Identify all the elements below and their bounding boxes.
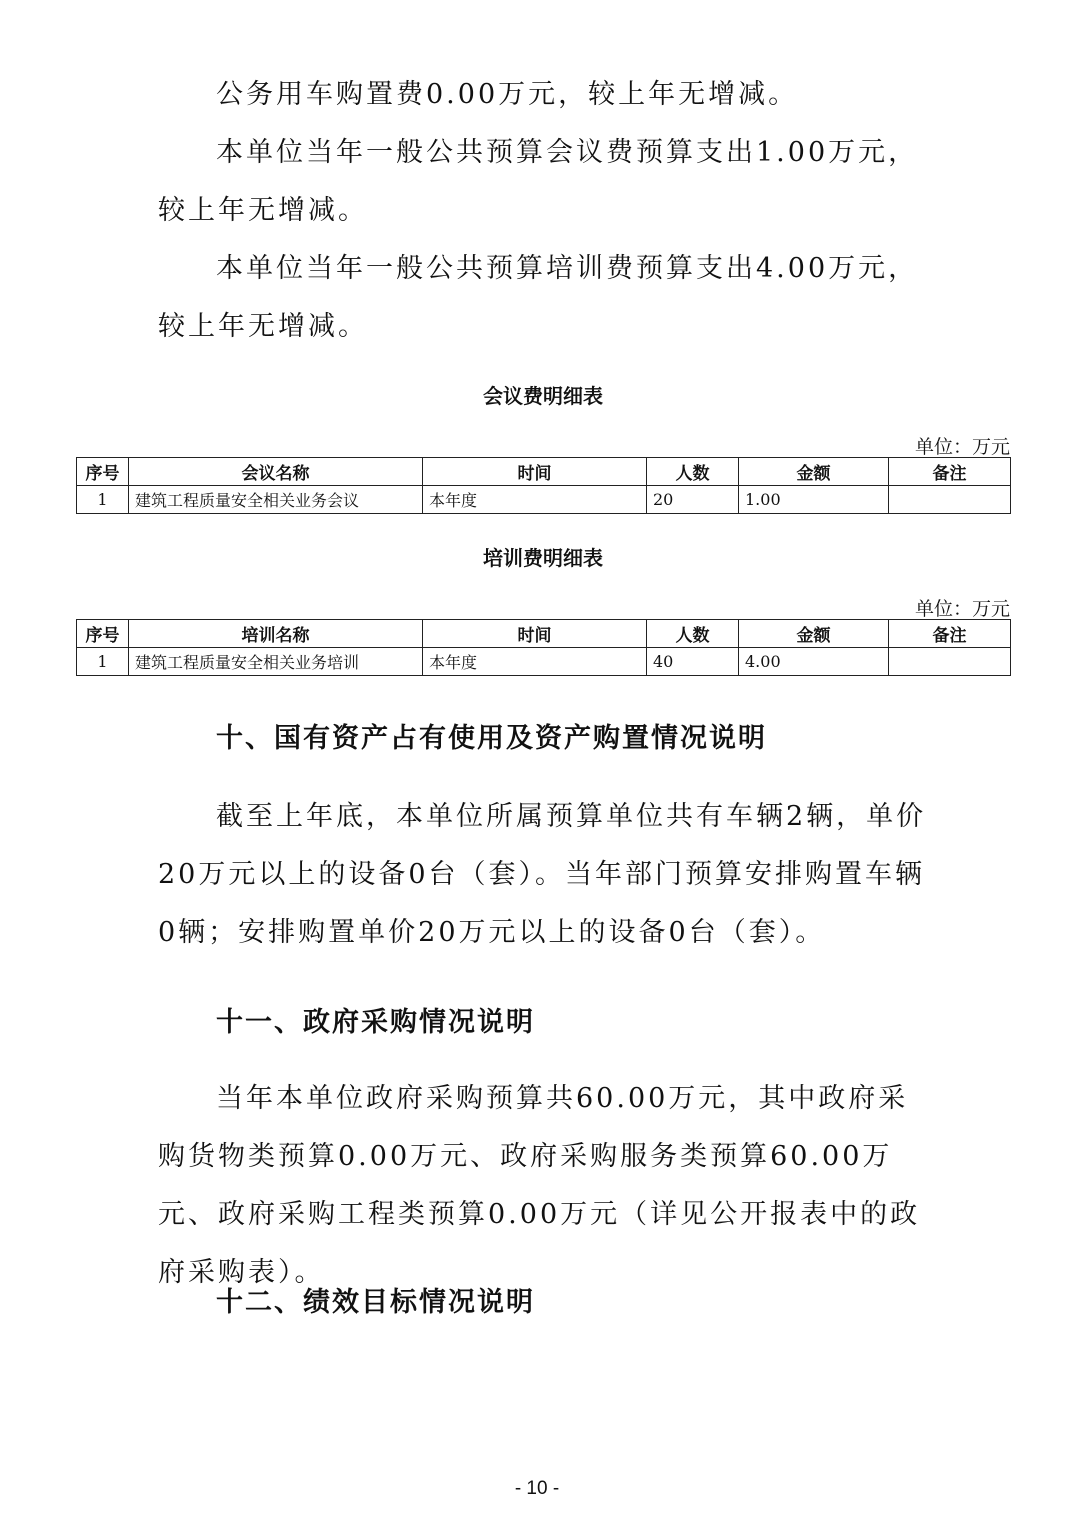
table-header-row: [77, 620, 1011, 648]
meeting-fee-table: [76, 457, 1011, 514]
section-10-heading: 十、国有资产占有使用及资产购置情况说明: [216, 723, 767, 754]
table-row: [77, 648, 1011, 676]
table-cell: 4.00: [739, 648, 889, 676]
meeting-table-unit: 单位：万元: [914, 436, 1010, 458]
header-cell: 序号: [77, 458, 129, 486]
header-cell: 会议名称: [129, 458, 423, 486]
header-cell: 备注: [889, 458, 1011, 486]
table-cell: [889, 648, 1011, 676]
section-11-text: 当年本单位政府采购预算共60.00万元，其中政府采购货物类预算0.00万元、政府采购服务类预算60.00万元、政府采购工程类预算0.00万元（详见公开报表中的政府采购表）。: [158, 1083, 921, 1288]
header-cell: 时间: [423, 620, 647, 648]
header-cell: 序号: [77, 620, 129, 648]
table-cell: 建筑工程质量安全相关业务会议: [129, 486, 423, 514]
header-cell: 金额: [739, 458, 889, 486]
meeting-table-title: 会议费明细表: [483, 384, 603, 408]
table-row: [77, 486, 1011, 514]
paragraph-meeting-fee: 本单位当年一般公共预算会议费预算支出1.00万元，较上年无增减。: [158, 137, 919, 226]
table-cell: 本年度: [423, 648, 647, 676]
header-cell: 培训名称: [129, 620, 423, 648]
header-cell: 人数: [647, 458, 739, 486]
table-header-row: [77, 458, 1011, 486]
table-cell: 1: [77, 486, 129, 514]
paragraph-vehicle-purchase: 公务用车购置费0.00万元，较上年无增减。: [216, 79, 799, 110]
header-cell: 时间: [423, 458, 647, 486]
table-cell: 本年度: [423, 486, 647, 514]
table-cell: 1.00: [739, 486, 889, 514]
training-table-title: 培训费明细表: [483, 546, 603, 570]
section-11-heading: 十一、政府采购情况说明: [216, 1007, 535, 1038]
page-number: - 10 -: [514, 1478, 560, 1499]
section-12-heading: 十二、绩效目标情况说明: [216, 1287, 535, 1318]
table-cell: 20: [647, 486, 739, 514]
training-fee-table: [76, 619, 1011, 676]
paragraph-training-fee: 本单位当年一般公共预算培训费预算支出4.00万元，较上年无增减。: [158, 253, 919, 342]
table-cell: 1: [77, 648, 129, 676]
table-cell: 40: [647, 648, 739, 676]
section-10-text: 截至上年底，本单位所属预算单位共有车辆2辆，单价20万元以上的设备0台（套）。当年部门预算安排购置车辆0辆；安排购置单价20万元以上的设备0台（套）。: [158, 801, 927, 948]
header-cell: 备注: [889, 620, 1011, 648]
training-table-unit: 单位：万元: [914, 598, 1010, 620]
table-cell: [889, 486, 1011, 514]
header-cell: 金额: [739, 620, 889, 648]
table-cell: 建筑工程质量安全相关业务培训: [129, 648, 423, 676]
header-cell: 人数: [647, 620, 739, 648]
